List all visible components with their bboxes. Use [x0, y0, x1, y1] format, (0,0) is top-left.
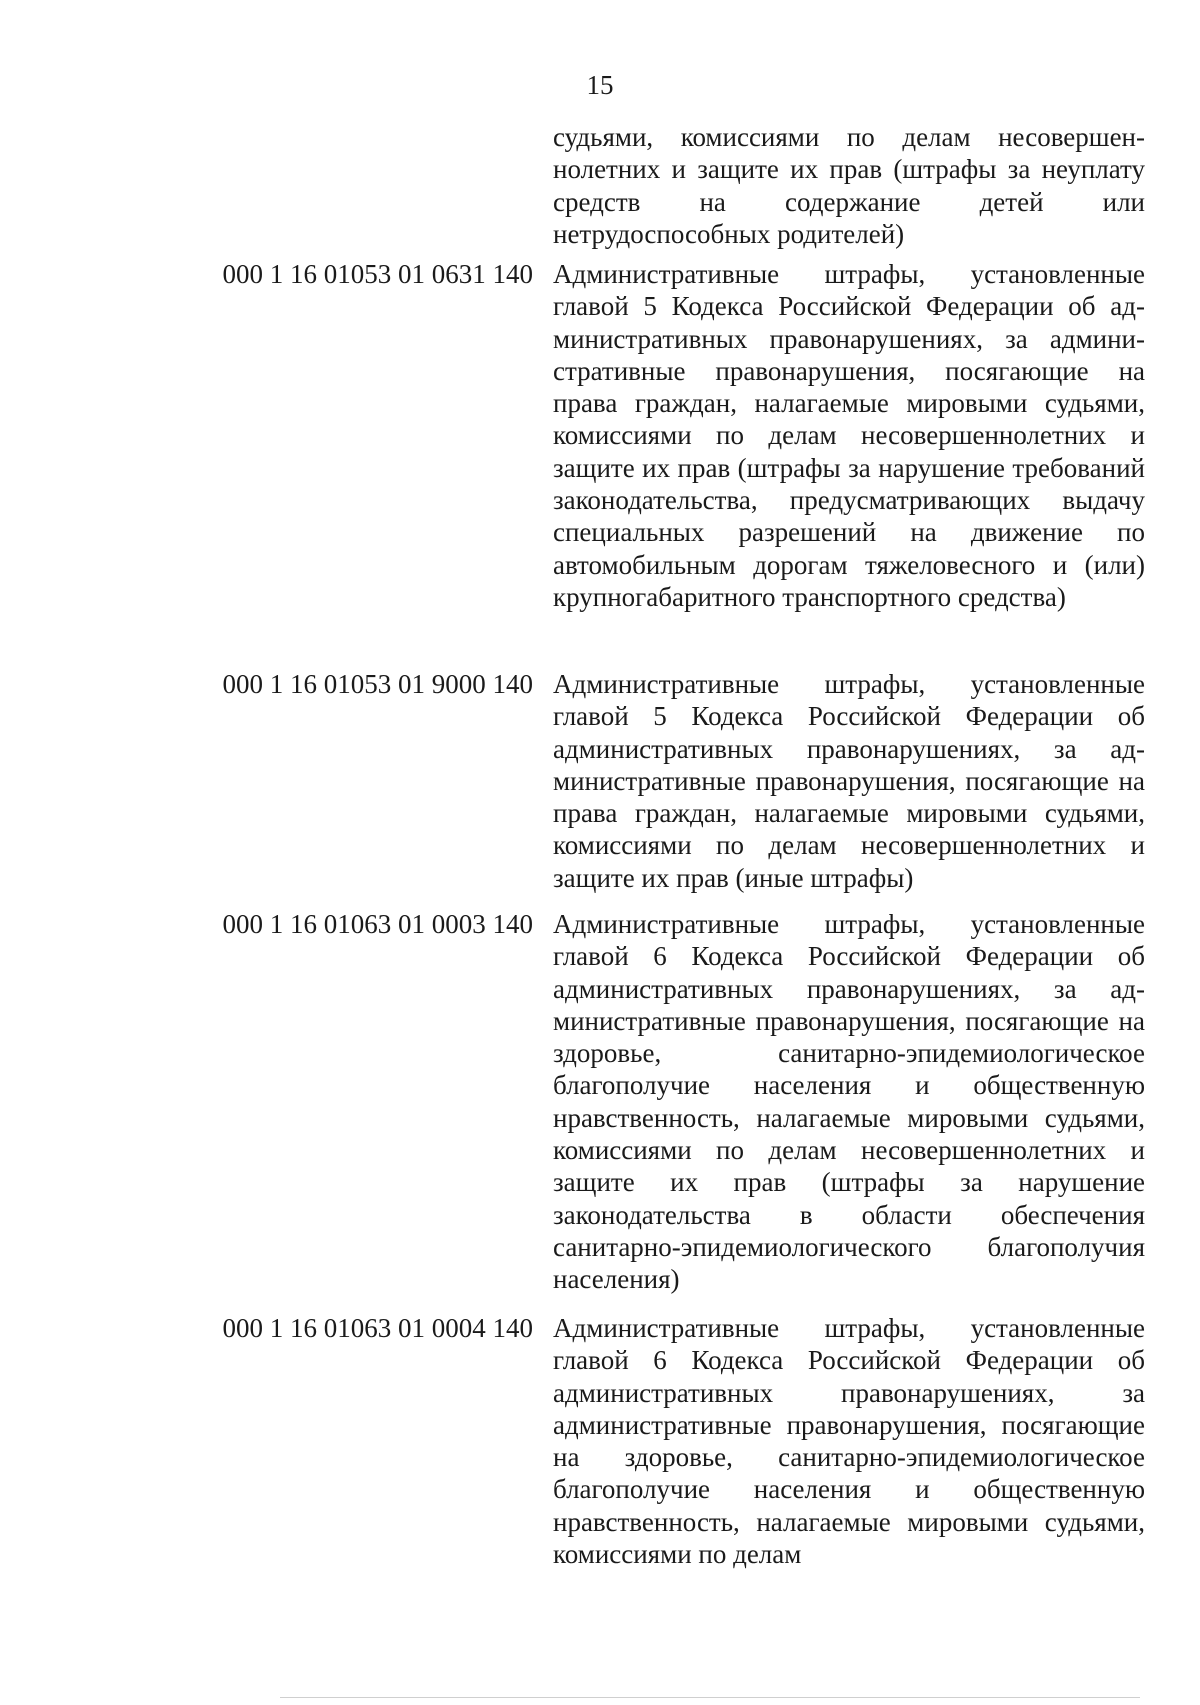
kbk-code: 000 1 16 01063 01 0004 140 [222, 1313, 533, 1343]
kbk-description: Административные штрафы, установленные главой 5 Кодекса Российской Федерации об административных правонарушениях, за административные правонарушения, посягающие на права граждан, налагаемые мировыми судьями, комиссиями по делам несовершеннолетних и защите их прав (штрафы за нарушение требований законодательства, предусматривающих выдачу специальных разрешений на движение по автомобильным дорогам тяжеловесного и (или) крупногабаритного транспортного средства) [553, 259, 1145, 612]
kbk-code: 000 1 16 01053 01 9000 140 [222, 669, 533, 699]
scan-edge-line [280, 1697, 1140, 1698]
kbk-description: Административные штрафы, установленные главой 5 Кодекса Российской Федерации об административных правонарушениях, за административные правонарушения, посягающие на права граждан, налагаемые мировыми судьями, комиссиями по делам несовершеннолетних и защите их прав (иные штрафы) [553, 669, 1145, 893]
continuation-text: судьями, комиссиями по делам несовершеннолетних и защите их прав (штрафы за неуплату средств на содержание детей или нетрудоспособных родителей) [553, 122, 1145, 249]
kbk-code: 000 1 16 01053 01 0631 140 [222, 259, 533, 289]
page-number: 15 [586, 70, 614, 100]
kbk-code: 000 1 16 01063 01 0003 140 [222, 909, 533, 939]
kbk-description: Административные штрафы, установленные главой 6 Кодекса Российской Федерации об административных правонарушениях, за административные правонарушения, посягающие на здоровье, санитарно-эпидемиологическое благополучие населения и общественную нравственность, налагаемые мировыми судьями, комиссиями по делам несовершеннолетних и защите их прав (штрафы за нарушение законодательства в области обеспечения санитарно-эпидемиологического благополучия населения) [553, 909, 1145, 1295]
kbk-description: Административные штрафы, установленные главой 6 Кодекса Российской Федерации об административных правонарушениях, за административные правонарушения, посягающие на здоровье, санитарно-эпидемиологическое благополучие населения и общественную нравственность, налагаемые мировыми судьями, комиссиями по делам [553, 1313, 1145, 1570]
